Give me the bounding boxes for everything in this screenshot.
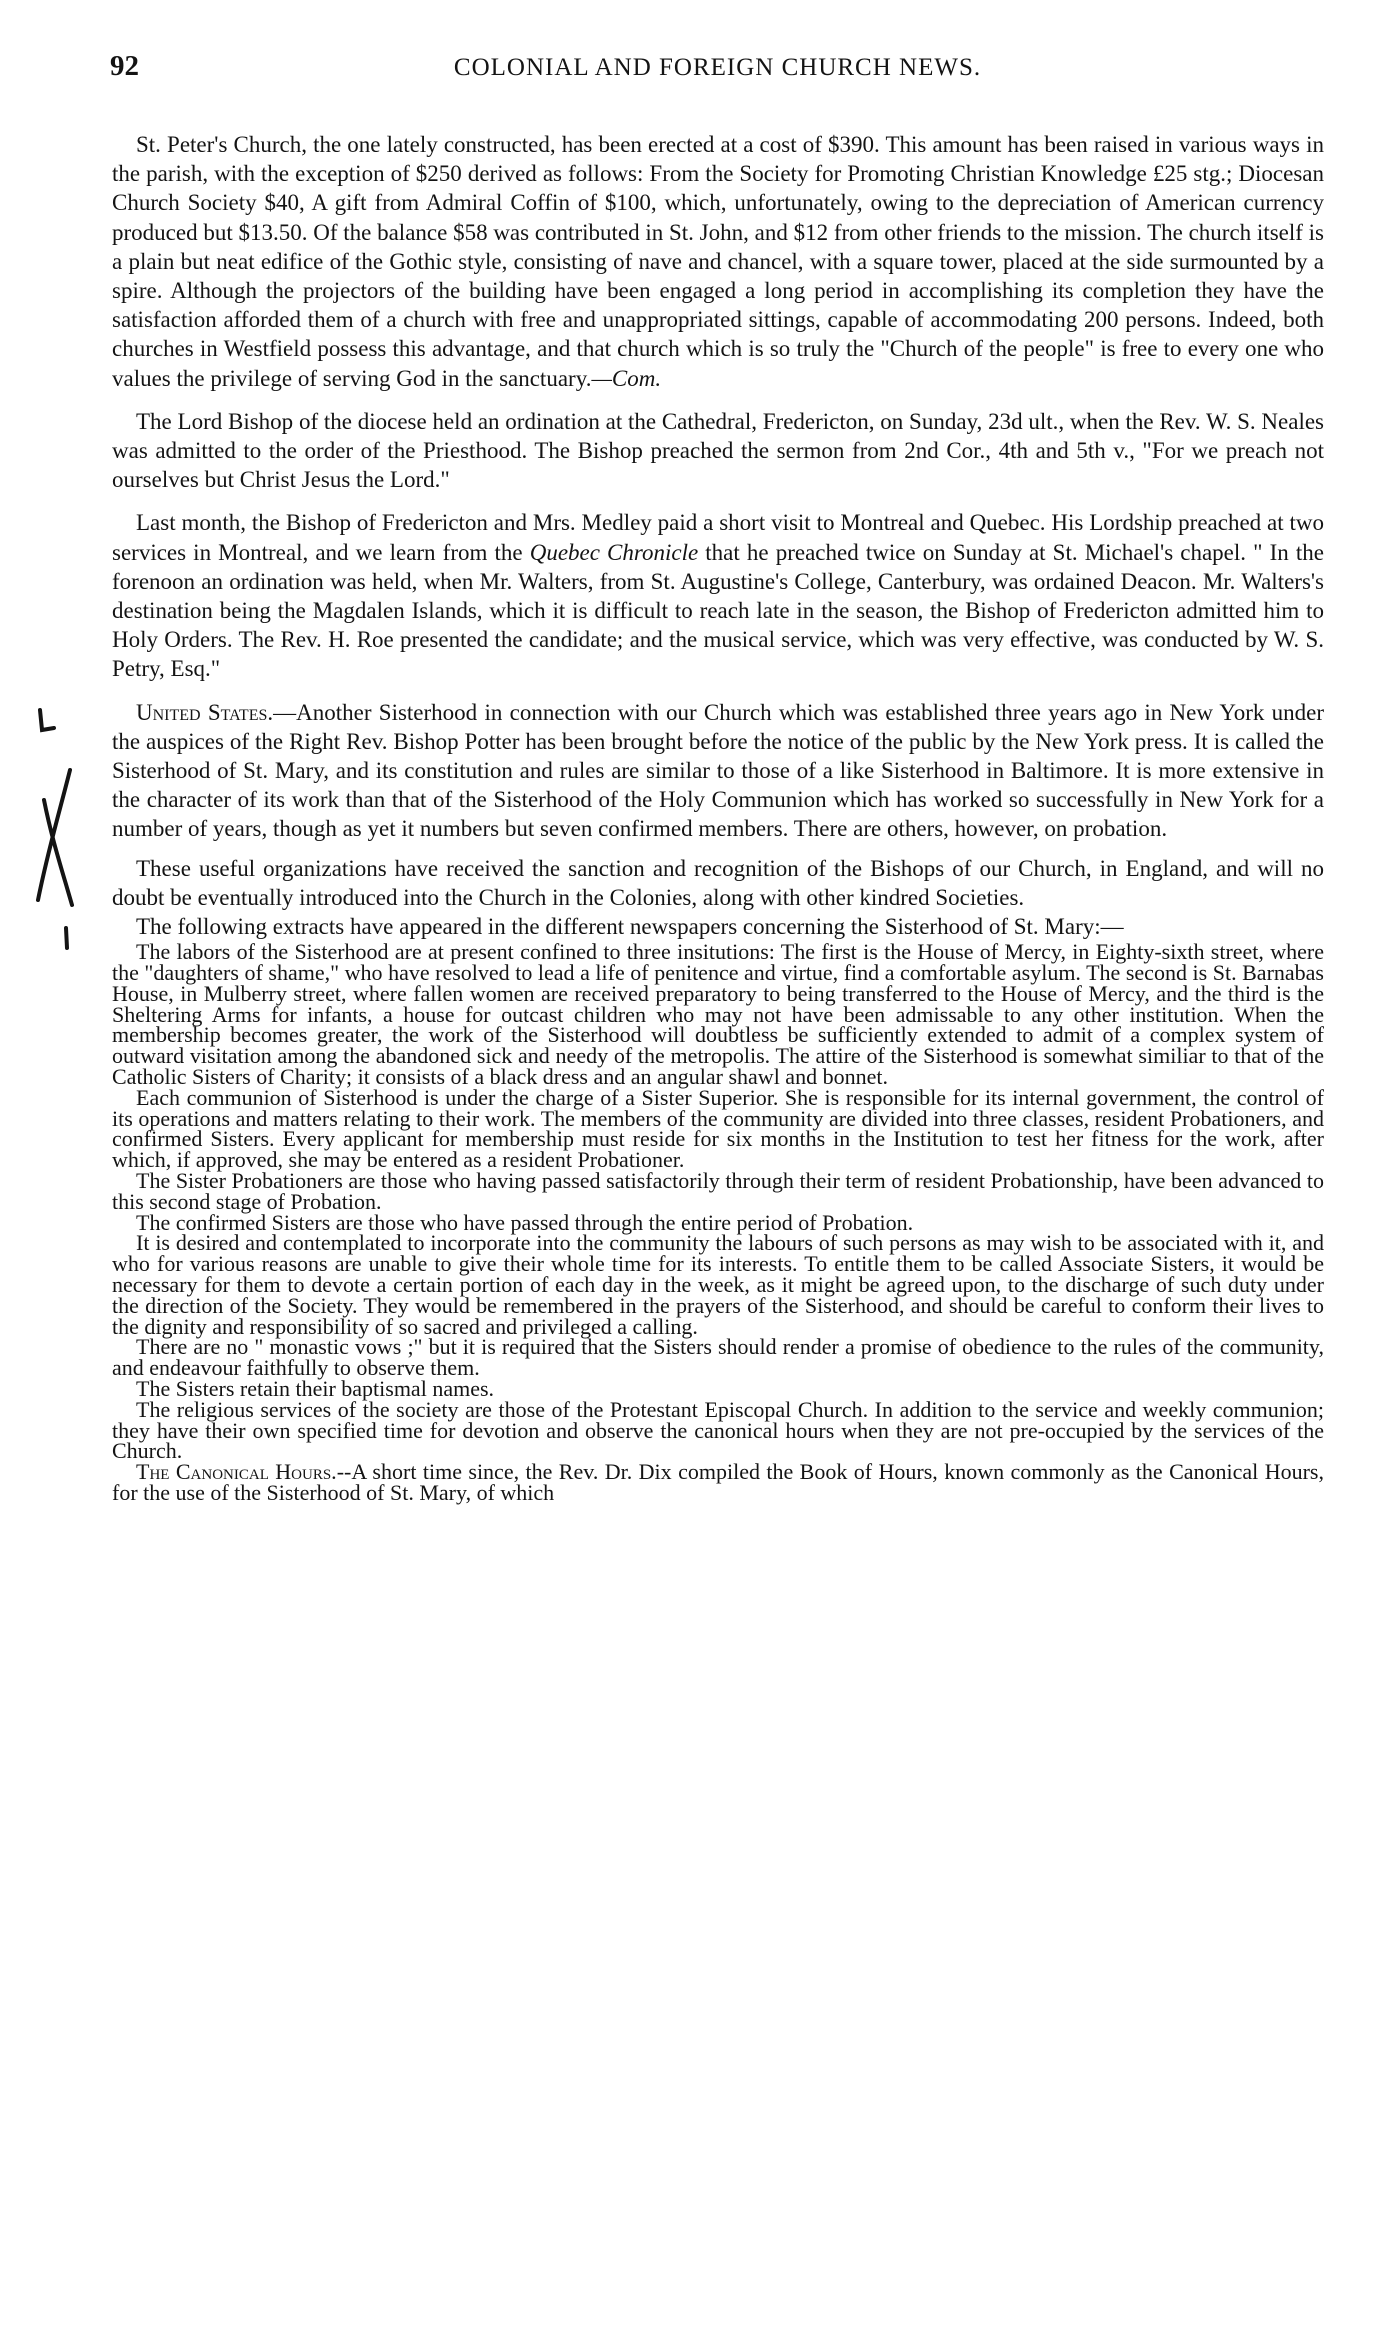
extract-paragraph: The confirmed Sisters are those who have passed through the entire period of Probation. [136,1209,914,1235]
handwritten-margin-mark-icon [30,700,90,1000]
paragraph-extracts-intro: The following extracts have appeared in the different newspapers concerning the Sisterhood of St. Mary:— [136,914,1124,940]
page-number: 92 [110,50,139,82]
section-lead: United States. [136,699,274,725]
paragraph-organizations: These useful organizations have received the sanction and recognition of the Bishops of our Church, in England, and will no doubt be eventually introduced into the Church in the Colonies, along with other kindred Societies. [112,855,1324,910]
page-header [110,50,1325,90]
extract-paragraph: There are no " monastic vows ;" but it is required that the Sisters should render a promise of obedience to the rules of the community, and endeavour faithfully to observe them. [112,1334,1324,1381]
extract-paragraph: The Sister Probationers are those who having passed satisfactorily through their term of resident Probationship, have been advanced to this second stage of Probation. [112,1168,1324,1214]
extract-paragraph: The religious services of the society are those of the Protestant Episcopal Church. In addition to the service and weekly communion; they have their own specified time for devotion and observe the canonical hours when they are not pre-occupied by the services of the Church. [112,1396,1324,1464]
paragraph-ordination-fredericton: The Lord Bishop of the diocese held an ordination at the Cathedral, Fredericton, on Sunday, 23d ult., when the Rev. W. S. Neales was admitted to the order of the Priesthood. The Bishop preached the sermon from 2nd Cor., 4th and 5th v., "For we preach not ourselves but Christ Jesus the Lord." [112,408,1324,493]
paragraph-bishop-visit: Last month, the Bishop of Fredericton and Mrs. Medley paid a short visit to Montreal and Quebec. His Lordship preached at two services in Montreal, and we learn from the Quebec Chronicle that he preached twice on Sunday at St. Michael's chapel. " In the forenoon an ordination was held, when Mr. Walters, from St. Augustine's College, Canterbury, was ordained Deacon. Mr. Walters's destination being the Magdalen Islands, which it is difficult to reach late in the season, the Bishop of Fredericton admitted him to Holy Orders. The Rev. H. Roe presented the candidate; and the musical service, which was very effective, was conducted by W. S. Petry, Esq." [112,510,1324,682]
paragraph-st-peters-church: St. Peter's Church, the one lately constructed, has been erected at a cost of $390. This amount has been raised in various ways in the parish, with the exception of $250 derived as follows: From the Society for Promoting Christian Knowledge £25 stg.; Diocesan Church Society $40, A gift from Admiral Coffin of $100, which, unfortunately, owing to the depreciation of American currency produced but $13.50. Of the balance $58 was contributed in St. John, and $12 from other friends to the mission. The church itself is a plain but neat edifice of the Gothic style, consisting of nave and chancel, with a square tower, placed at the side surmounted by a spire. Although the projectors of the building have been engaged a long period in accomplishing its completion they have the satisfaction afforded them of a church with free and unappropriated sittings, capable of accommodating 200 persons. Indeed, both churches in Westfield possess this advantage, and that church which is so truly the "Church of the people" is free to every one who values the privilege of serving God in the sanctuary.—Com. [112,132,1324,391]
extract-paragraph: It is desired and contemplated to incorporate into the community the labours of such persons as may wish to be associated with it, and who for various reasons are unable to give their whole time for its interests. To entitle them to be called Associate Sisters, it would be necessary for them to devote a certain portion of each day in the week, as it might be agreed upon, to the discharge of such duty under the direction of the Society. They would be remembered in the prayers of the Sisterhood, and should be careful to conform their lives to the dignity and responsibility of so sacred and privileged a calling. [112,1230,1324,1339]
newspaper-extract [112,939,1324,1505]
extract-paragraph-canonical-hours: The Canonical Hours.--A short time since, the Rev. Dr. Dix compiled the Book of Hours, known commonly as the Canonical Hours, for the use of the Sisterhood of St. Mary, of which [112,1459,1324,1505]
article-body [112,130,1324,1504]
extract-paragraph: The labors of the Sisterhood are at present confined to three insitutions: The first is the House of Mercy, in Eighty-sixth street, where the "daughters of shame," who have resolved to lead a life of penitence and virtue, find a comfortable asylum. The second is St. Barnabas House, in Mulberry street, where fallen women are received preparatory to being transferred to the House of Mercy, and the third is the Sheltering Arms for infants, a house for outcast children who may not have been admissable to any other institution. When the membership becomes greater, the work of the Sisterhood will doubtless be sufficiently extended to admit of a complex system of outward visitation among the abandoned sick and needy of the metropolis. The attire of the Sisterhood is somewhat similiar to that of the Catholic Sisters of Charity; it consists of a black dress and an angular shawl and bonnet. [112,939,1324,1090]
newspaper-title: Quebec Chronicle [529,539,699,565]
extract-paragraph: Each communion of Sisterhood is under the charge of a Sister Superior. She is responsible for its internal government, the control of its operations and matters relating to their work. The members of the community are divided into three classes, resident Probationers, and confirmed Sisters. Every applicant for membership must reside for six months in the Institution to test her fitness for the work, after which, if approved, she may be entered as a resident Probationer. [112,1084,1324,1173]
running-head: COLONIAL AND FOREIGN CHURCH NEWS. [453,54,982,81]
extract-paragraph: The Sisters retain their baptismal names. [136,1376,495,1402]
section-lead: The Canonical Hours. [136,1459,337,1485]
contributor-sign: —Com. [591,365,662,391]
paragraph-united-states: United States.—Another Sisterhood in connection with our Church which was established three years ago in New York under the auspices of the Right Rev. Bishop Potter has been brought before the notice of the public by the New York press. It is called the Sisterhood of St. Mary, and its constitution and rules are similar to those of a like Sisterhood in Baltimore. It is more extensive in the character of its work than that of the Sisterhood of the Holy Communion which has worked so successfully in New York for a number of years, though as yet it numbers but seven confirmed members. There are others, however, on probation. [112,699,1324,842]
